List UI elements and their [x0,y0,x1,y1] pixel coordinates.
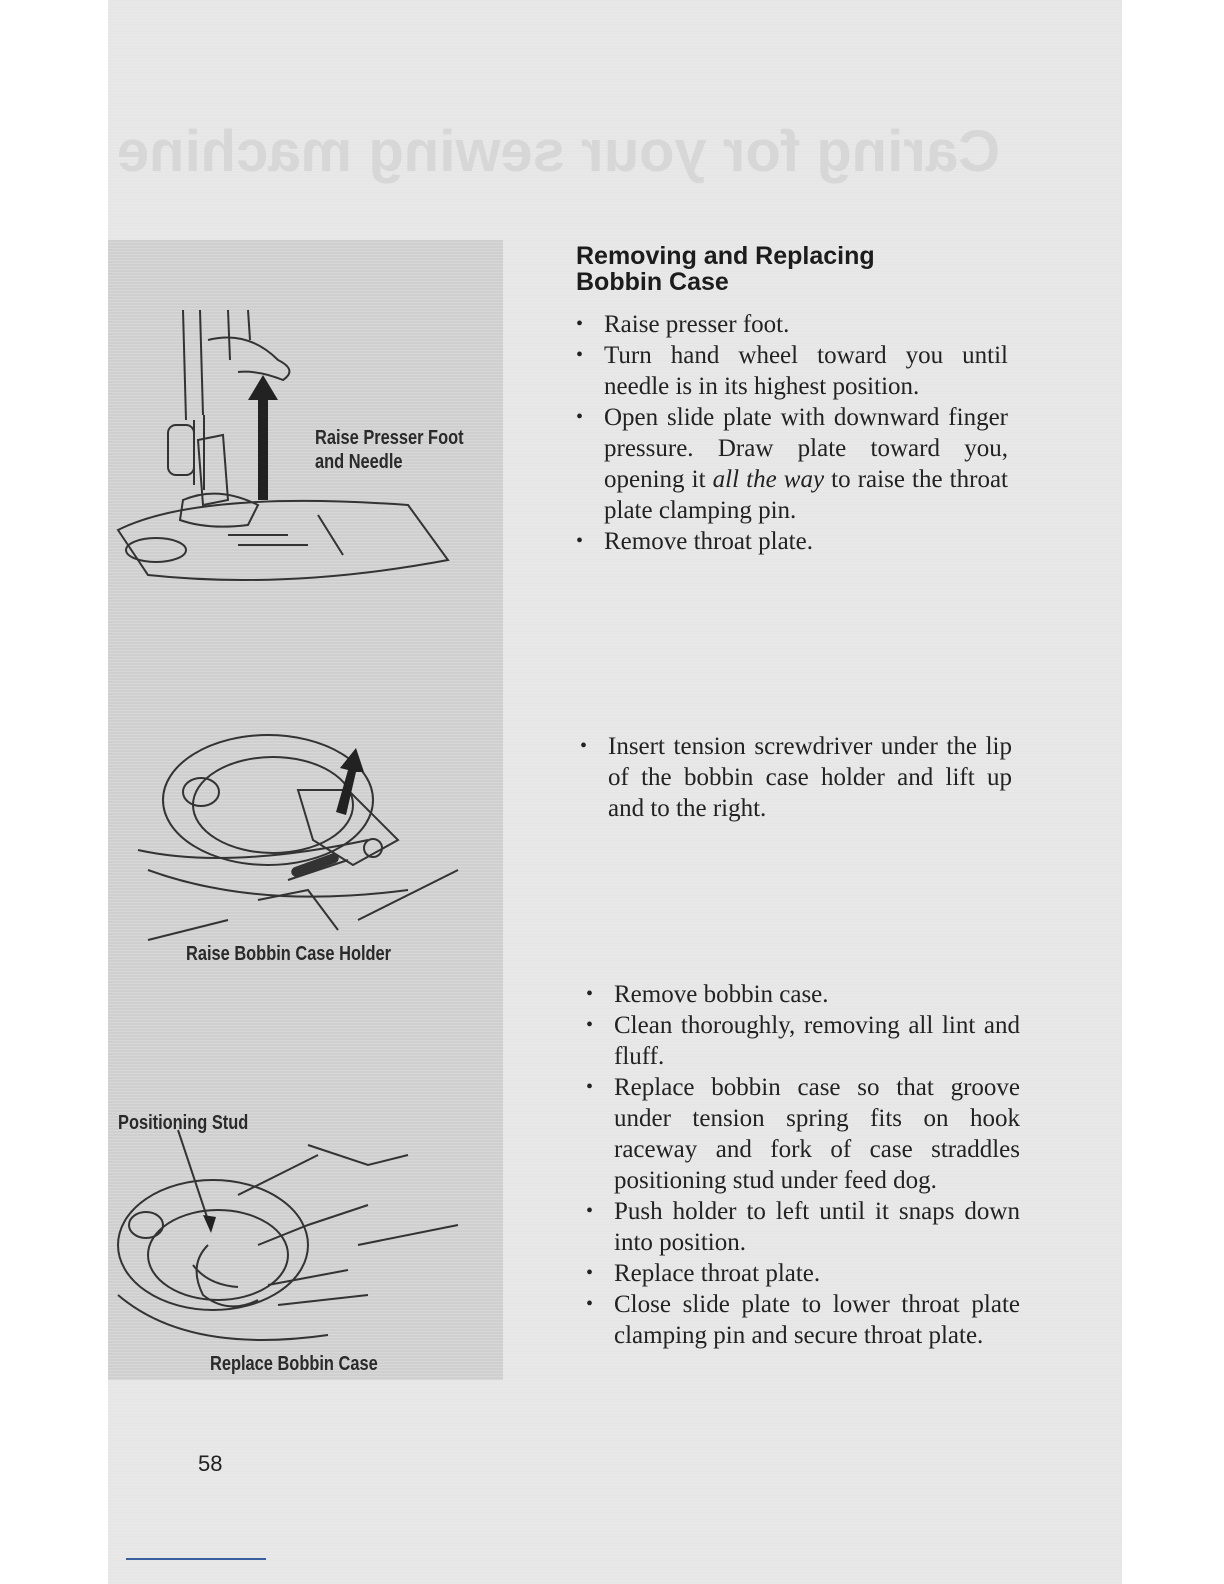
list-item: • Clean thoroughly, removing all lint and fluff. [586,1010,1020,1072]
steps-list-b [580,731,1012,824]
label-positioning-stud: Positioning Stud [118,1112,249,1134]
step-emphasis: all the way [712,466,825,493]
caption-raise-bobbin-case-holder: Raise Bobbin Case Holder [186,943,392,965]
caption-raise-presser-foot: Raise Presser Foot [315,427,464,449]
list-item: • Replace bobbin case so that groove under tension spring fits on hook raceway and fork of case straddles positioning stud under feed dog. [586,1072,1020,1196]
list-item: • Close slide plate to lower throat plate clamping pin and secure throat plate. [586,1289,1020,1351]
section-title-line2: Bobbin Case [576,268,729,296]
caption-replace-bobbin-case: Replace Bobbin Case [210,1353,378,1375]
figure-raise-bobbin-holder [108,720,503,980]
list-item [576,402,1008,526]
section-title-line1: Removing and Replacing [576,242,875,270]
list-item: • Insert tension screwdriver under the lip of the bobbin case holder and lift up and to the right. [580,731,1012,824]
list-item: • Turn hand wheel toward you until needle is in its highest position. [576,340,1008,402]
caption-and-needle: and Needle [315,451,403,473]
steps-list-a [576,309,1008,557]
illustration-panel [108,240,503,1380]
step-text: Open slide plate with downward finger pressure. Draw plate toward you, opening it [604,404,1008,493]
scan-edge-mark [126,1558,266,1560]
figure-raise-presser-foot [108,300,503,590]
bleed-through-heading: Caring for your sewing machine [116,119,1000,184]
step-text: to raise the throat plate clamping pin. [604,466,1008,524]
steps-list-c [586,979,1020,1351]
bobbin-holder-illustration [108,720,503,980]
list-item: • Remove throat plate. [576,526,1008,557]
replace-bobbin-illustration [108,1095,503,1380]
list-item: • Replace throat plate. [586,1258,1020,1289]
figure-replace-bobbin-case [108,1095,503,1380]
list-item: • Remove bobbin case. [586,979,1020,1010]
list-item: • Raise presser foot. [576,309,1008,340]
page-number: 58 [198,1451,223,1476]
section-title [576,243,875,295]
list-item: • Push holder to left until it snaps down into position. [586,1196,1020,1258]
